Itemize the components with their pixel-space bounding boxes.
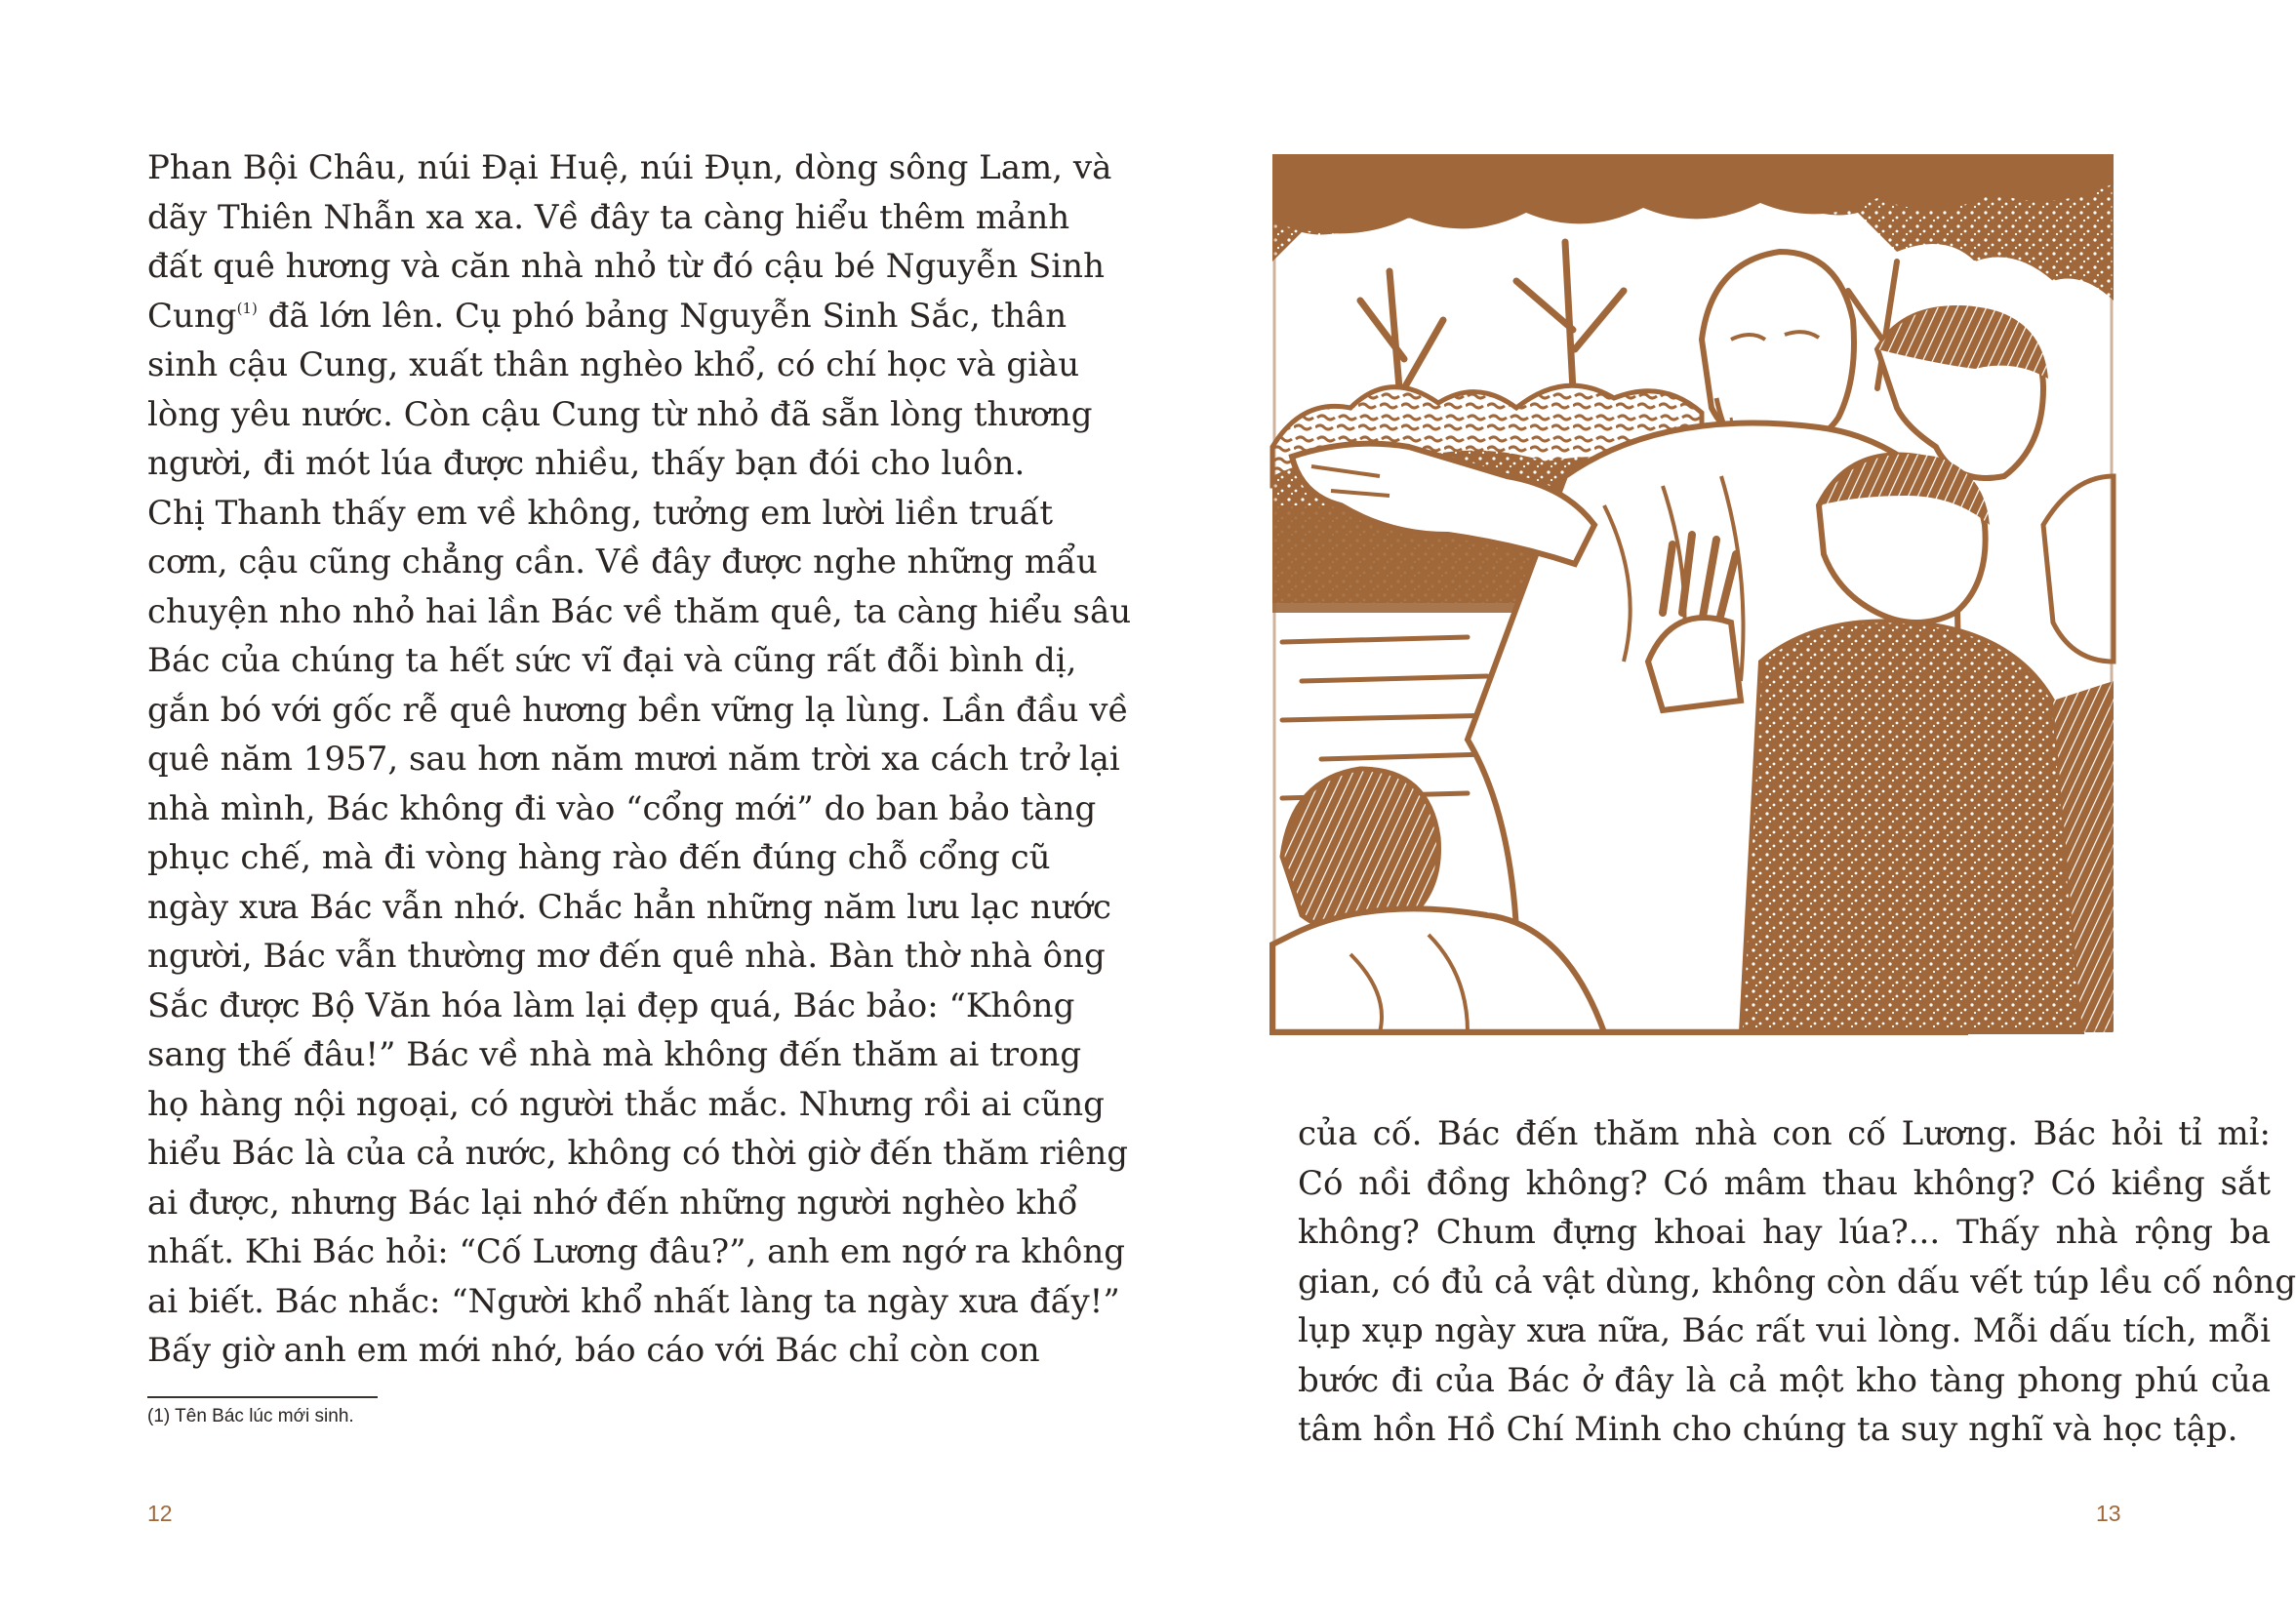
text-line: Bấy giờ anh em mới nhớ, báo cáo với Bác chỉ còn con xyxy=(147,1331,1040,1370)
footnote-marker[interactable]: (1) xyxy=(236,299,258,317)
page-number-left: 12 xyxy=(147,1501,173,1526)
text-line: không? Chum đựng khoai hay lúa?... Thấy nhà rộng ba xyxy=(1298,1213,2271,1252)
text-line: người, Bác vẫn thường mơ đến quê nhà. Bàn thờ nhà ông xyxy=(147,937,1106,976)
text-line: gắn bó với gốc rễ quê hương bền vững lạ lùng. Lần đầu về xyxy=(147,690,1129,730)
text-line: lụp xụp ngày xưa nữa, Bác rất vui lòng. Mỗi dấu tích, mỗi xyxy=(1298,1311,2271,1350)
text-line: lòng yêu nước. Còn cậu Cung từ nhỏ đã sẵn lòng thương xyxy=(147,394,1093,434)
footnote: (1) Tên Bác lúc mới sinh. xyxy=(147,1406,354,1426)
left-body-text xyxy=(147,143,1132,1376)
text-line: hiểu Bác là của cả nước, không có thời giờ đến thăm riêng xyxy=(147,1134,1129,1173)
text-line: sang thế đâu!” Bác về nhà mà không đến thăm ai trong xyxy=(147,1035,1082,1074)
text-line: của cố. Bác đến thăm nhà con cố Lương. Bác hỏi tỉ mỉ: xyxy=(1298,1114,2271,1153)
text-line: sinh cậu Cung, xuất thân nghèo khổ, có chí học và giàu xyxy=(147,345,1080,384)
text-line: ai biết. Bác nhắc: “Người khổ nhất làng ta ngày xưa đấy!” xyxy=(147,1281,1120,1321)
text-fragment: Cung xyxy=(147,296,237,336)
text-line: Bác của chúng ta hết sức vĩ đại và cũng rất đỗi bình dị, xyxy=(147,641,1077,680)
text-line: họ hàng nội ngoại, có người thắc mắc. Nhưng rồi ai cũng xyxy=(147,1084,1105,1124)
text-line: dãy Thiên Nhẫn xa xa. Về đây ta càng hiểu thêm mảnh xyxy=(147,197,1070,237)
text-line: Chị Thanh thấy em về không, tưởng em lười liền truất xyxy=(147,493,1054,533)
text-line: cơm, cậu cũng chẳng cần. Về đây được nghe những mẩu xyxy=(147,542,1098,582)
text-line: người, đi mót lúa được nhiều, thấy bạn đói cho luôn. xyxy=(147,444,1026,483)
text-line: ai được, nhưng Bác lại nhớ đến những người nghèo khổ xyxy=(147,1183,1078,1223)
text-line: đất quê hương và căn nhà nhỏ từ đó cậu bé Nguyễn Sinh xyxy=(147,247,1105,286)
page-number-right: 13 xyxy=(2096,1501,2121,1526)
text-line: phục chế, mà đi vòng hàng rào đến đúng chỗ cổng cũ xyxy=(147,838,1051,877)
text-line: chuyện nho nhỏ hai lần Bác về thăm quê, ta càng hiểu sâu xyxy=(147,591,1132,631)
left-page xyxy=(0,0,1132,1606)
right-body-text xyxy=(1298,1109,2296,1455)
text-line: ngày xưa Bác vẫn nhớ. Chắc hẳn những năm lưu lạc nước xyxy=(147,887,1111,927)
text-line: gian, có đủ cả vật dùng, không còn dấu vết túp lều cố nông xyxy=(1298,1262,2296,1302)
text-line: quê năm 1957, sau hơn năm mươi năm trời xa cách trở lại xyxy=(147,740,1120,779)
text-line: nhà mình, Bác không đi vào “cổng mới” do ban bảo tàng xyxy=(147,788,1097,828)
text-fragment: đã lớn lên. Cụ phó bảng Nguyễn Sinh Sắc, thân xyxy=(257,296,1067,336)
text-line: Có nồi đồng không? Có mâm thau không? Có kiềng sắt xyxy=(1298,1163,2271,1203)
footnote-divider xyxy=(147,1396,378,1398)
illustration-image xyxy=(1272,154,2114,1032)
text-line: bước đi của Bác ở đây là cả một kho tàng phong phú của xyxy=(1298,1360,2271,1400)
text-line: tâm hồn Hồ Chí Minh cho chúng ta suy nghĩ và học tập. xyxy=(1298,1410,2238,1449)
woodcut-illustration xyxy=(1272,154,2114,1032)
text-line: Phan Bội Châu, núi Đại Huệ, núi Đụn, dòng sông Lam, và xyxy=(147,148,1112,187)
text-line-with-footnote xyxy=(147,292,1067,341)
text-line: Sắc được Bộ Văn hóa làm lại đẹp quá, Bác bảo: “Không xyxy=(147,985,1075,1025)
text-line: nhất. Khi Bác hỏi: “Cố Lương đâu?”, anh em ngớ ra không xyxy=(147,1232,1126,1271)
right-page xyxy=(1130,0,2296,1606)
